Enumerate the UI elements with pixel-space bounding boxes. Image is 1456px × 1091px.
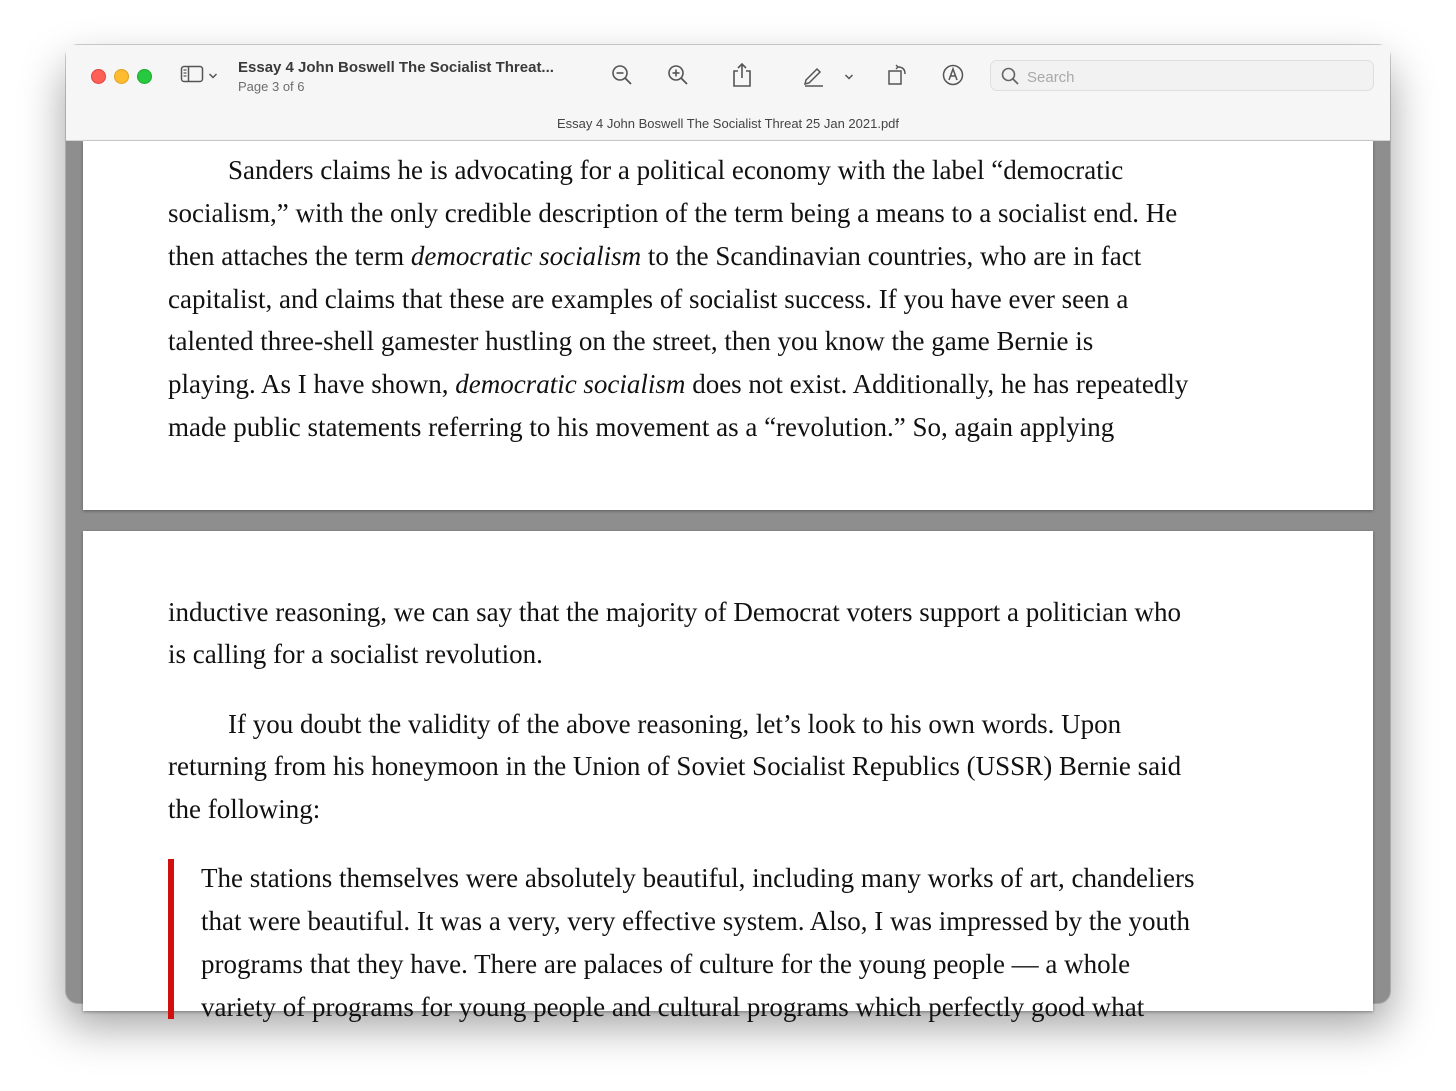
sidebar-toggle-button[interactable] [180, 64, 224, 88]
search-icon [1001, 67, 1019, 90]
search-input[interactable] [1025, 64, 1359, 90]
quote-line: programs that they have. There are palaces of culture for the young people — a whole [201, 949, 1131, 979]
zoom-out-button[interactable] [607, 62, 637, 92]
rotate-button[interactable] [883, 62, 913, 92]
chevron-down-icon [844, 68, 854, 86]
share-button[interactable] [727, 62, 757, 92]
paragraph-line: is calling for a socialist revolution. [168, 639, 543, 669]
pdf-page-4 [83, 531, 1373, 1022]
quote-line: The stations themselves were absolutely beautiful, including many works of art, chandeliers [201, 863, 1195, 893]
preview-window [66, 45, 1390, 1022]
annotate-icon [941, 63, 965, 92]
document-filename: Essay 4 John Boswell The Socialist Threat 25 Jan 2021.pdf [556, 116, 900, 131]
markup-pen-icon [802, 63, 826, 92]
search-field[interactable] [990, 60, 1374, 91]
page-indicator: Page 3 of 6 [238, 79, 305, 94]
annotate-button[interactable] [938, 62, 968, 92]
chevron-down-icon [208, 67, 218, 85]
paragraph-line: talented three-shell gamester hustling on the street, then you know the game Bernie is [168, 326, 1094, 356]
title-bar [66, 45, 1390, 141]
blockquote-bar [168, 859, 174, 1019]
paragraph-line: Sanders claims he is advocating for a political economy with the label “democratic [228, 155, 1124, 185]
paragraph-line: capitalist, and claims that these are examples of socialist success. If you have ever seen a [168, 284, 1129, 314]
paragraph-line: made public statements referring to his movement as a “revolution.” So, again applying [168, 412, 1115, 442]
document-title[interactable]: Essay 4 John Boswell The Socialist Threat... [238, 59, 554, 76]
share-icon [731, 62, 753, 93]
paragraph-line: the following: [168, 794, 321, 824]
minimize-window-button[interactable] [114, 69, 129, 84]
zoom-in-button[interactable] [663, 62, 693, 92]
paragraph-line: returning from his honeymoon in the Union of Soviet Socialist Republics (USSR) Bernie said [168, 751, 1182, 781]
rotate-icon [886, 63, 910, 92]
close-window-button[interactable] [91, 69, 106, 84]
zoom-out-icon [611, 64, 633, 91]
paragraph-line: If you doubt the validity of the above reasoning, let’s look to his own words. Upon [228, 709, 1122, 739]
paragraph-line: inductive reasoning, we can say that the majority of Democrat voters support a politician who [168, 597, 1181, 627]
fullscreen-window-button[interactable] [137, 69, 152, 84]
quote-line: variety of programs for young people and cultural programs which perfectly good what [201, 992, 1145, 1022]
quote-line: that were beautiful. It was a very, very effective system. Also, I was impressed by the youth [201, 906, 1190, 936]
markup-button[interactable] [799, 62, 829, 92]
zoom-in-icon [667, 64, 689, 91]
paragraph-line: then attaches the term democratic socialism to the Scandinavian countries, who are in fact [168, 241, 1142, 271]
sidebar-icon [180, 64, 204, 89]
paragraph-line: socialism,” with the only credible description of the term being a means to a socialist end. He [168, 198, 1178, 228]
pdf-page-3 [83, 141, 1373, 510]
markup-options-button[interactable] [841, 62, 857, 92]
paragraph-line: playing. As I have shown, democratic socialism does not exist. Additionally, he has repeatedly [168, 369, 1189, 399]
